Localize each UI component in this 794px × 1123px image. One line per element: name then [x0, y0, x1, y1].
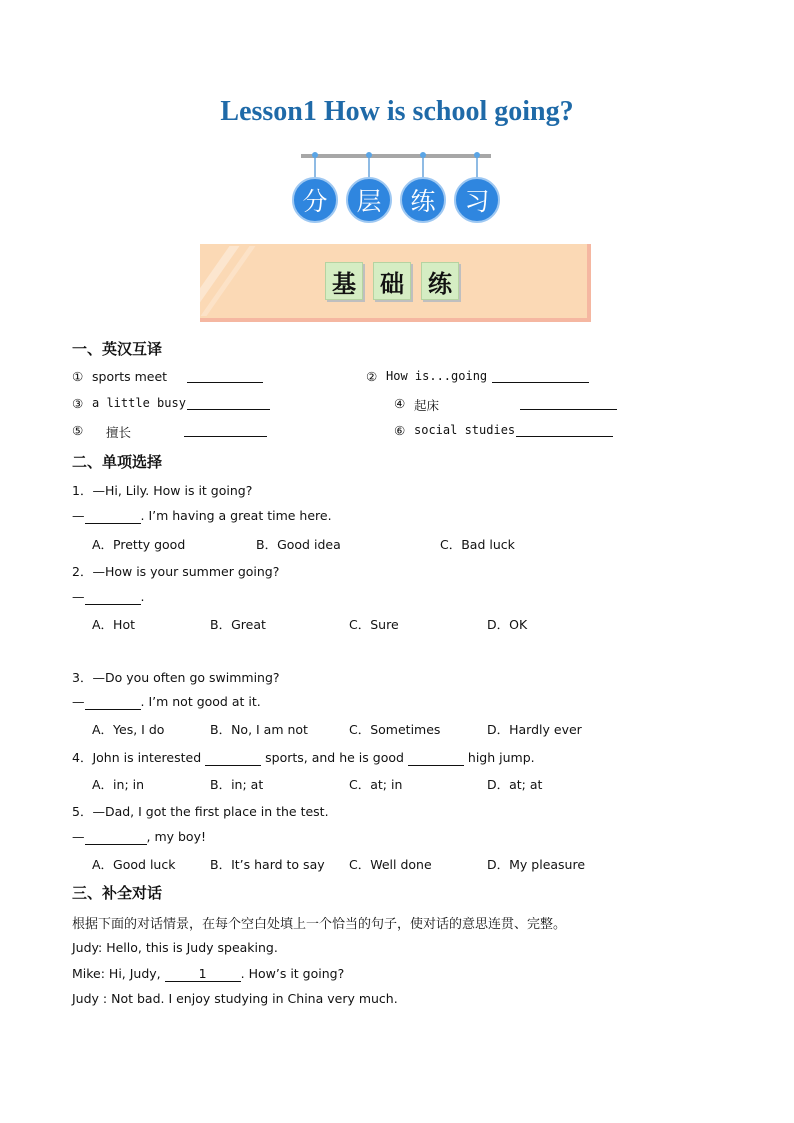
option[interactable]: C．Well done — [349, 857, 432, 872]
answer-blank[interactable] — [184, 436, 267, 437]
answer-blank[interactable] — [187, 409, 270, 410]
answer-blank[interactable] — [205, 750, 261, 766]
option[interactable]: D．OK — [487, 617, 528, 632]
dialogue-line: Judy: Hello, this is Judy speaking. — [72, 940, 278, 955]
question-text: . — [140, 589, 145, 604]
option[interactable]: C．at; in — [349, 777, 403, 792]
option[interactable]: D．My pleasure — [487, 857, 586, 872]
dialogue-line — [72, 966, 344, 982]
option[interactable]: A．Pretty good — [92, 537, 186, 552]
option[interactable]: A．Good luck — [92, 857, 176, 872]
answer-blank[interactable] — [85, 694, 141, 710]
answer-blank[interactable] — [516, 436, 613, 437]
item-number: ① — [72, 369, 84, 384]
answer-blank[interactable] — [492, 382, 589, 383]
item-number: ④ — [394, 396, 406, 411]
option[interactable]: C．Sometimes — [349, 722, 441, 737]
question-text: 2．—How is your summer going? — [72, 564, 280, 579]
connector-stem — [422, 158, 424, 178]
option[interactable]: D．at; at — [487, 777, 543, 792]
connector-stem — [476, 158, 478, 178]
dialogue-text: . How’s it going? — [240, 966, 345, 981]
connector-stem — [368, 158, 370, 178]
option[interactable]: B．in; at — [210, 777, 264, 792]
answer-blank[interactable] — [520, 409, 617, 410]
answer-blank[interactable]: 1 — [165, 966, 241, 982]
question-text: 5．—Dad, I got the first place in the test. — [72, 804, 329, 819]
banner-char-box: 练 — [421, 262, 459, 300]
banner-char-box: 基 — [325, 262, 363, 300]
option[interactable]: C．Sure — [349, 617, 399, 632]
option[interactable]: A．Hot — [92, 617, 135, 632]
question-text: . I’m not good at it. — [140, 694, 261, 709]
title-divider-bar — [301, 154, 491, 158]
item-text: sports meet — [92, 369, 168, 384]
answer-blank[interactable] — [187, 382, 263, 383]
section-heading: 三、补全对话 — [72, 884, 163, 902]
item-text: 擅长 — [106, 425, 132, 440]
answer-blank[interactable] — [85, 589, 141, 605]
answer-blank[interactable] — [408, 750, 464, 766]
tier-circle: 练 — [400, 177, 446, 223]
item-number: ⑤ — [72, 423, 84, 438]
connector-stem — [314, 158, 316, 178]
item-text: social studies — [414, 423, 516, 437]
banner-char-box: 础 — [373, 262, 411, 300]
question-part: high jump. — [467, 750, 535, 765]
answer-line: — . I’m having a great time here. — [72, 508, 332, 523]
question-text: 3．—Do you often go swimming? — [72, 670, 280, 685]
question-part: 4．John is interested — [72, 750, 202, 765]
tier-circle: 层 — [346, 177, 392, 223]
page-title: Lesson1 How is school going? — [220, 96, 574, 127]
item-number: ⑥ — [394, 423, 406, 438]
answer-blank[interactable] — [85, 508, 141, 524]
answer-line: — . — [72, 589, 145, 604]
question-text — [72, 748, 535, 766]
item-text: a little busy — [92, 396, 186, 410]
question-text: 1．—Hi, Lily. How is it going? — [72, 483, 253, 498]
answer-blank[interactable] — [85, 829, 147, 845]
item-text: 起床 — [414, 398, 440, 413]
section-heading: 二、单项选择 — [72, 453, 163, 471]
instruction-text: 根据下面的对话情景，在每个空白处填上一个恰当的句子，使对话的意思连贯、完整。 — [72, 917, 567, 932]
option[interactable]: B．No, I am not — [210, 722, 308, 737]
tier-circle: 分 — [292, 177, 338, 223]
option[interactable]: B．Good idea — [256, 537, 341, 552]
item-text: How is...going — [386, 369, 488, 383]
option[interactable]: A．Yes, I do — [92, 722, 165, 737]
question-text: , my boy! — [146, 829, 206, 844]
option[interactable]: D．Hardly ever — [487, 722, 582, 737]
option[interactable]: B．It’s hard to say — [210, 857, 325, 872]
option[interactable]: C．Bad luck — [440, 537, 515, 552]
item-number: ② — [366, 369, 378, 384]
question-part: sports, and he is good — [265, 750, 404, 765]
tier-circle: 习 — [454, 177, 500, 223]
question-text: . I’m having a great time here. — [140, 508, 332, 523]
dialogue-text: Mike: Hi, Judy, — [72, 966, 161, 981]
answer-line: — , my boy! — [72, 829, 206, 844]
option[interactable]: A．in; in — [92, 777, 145, 792]
option[interactable]: B．Great — [210, 617, 266, 632]
item-number: ③ — [72, 396, 84, 411]
answer-line: — . I’m not good at it. — [72, 694, 261, 709]
dialogue-line: Judy : Not bad. I enjoy studying in China very much. — [72, 991, 398, 1006]
section-heading: 一、英汉互译 — [72, 340, 163, 358]
